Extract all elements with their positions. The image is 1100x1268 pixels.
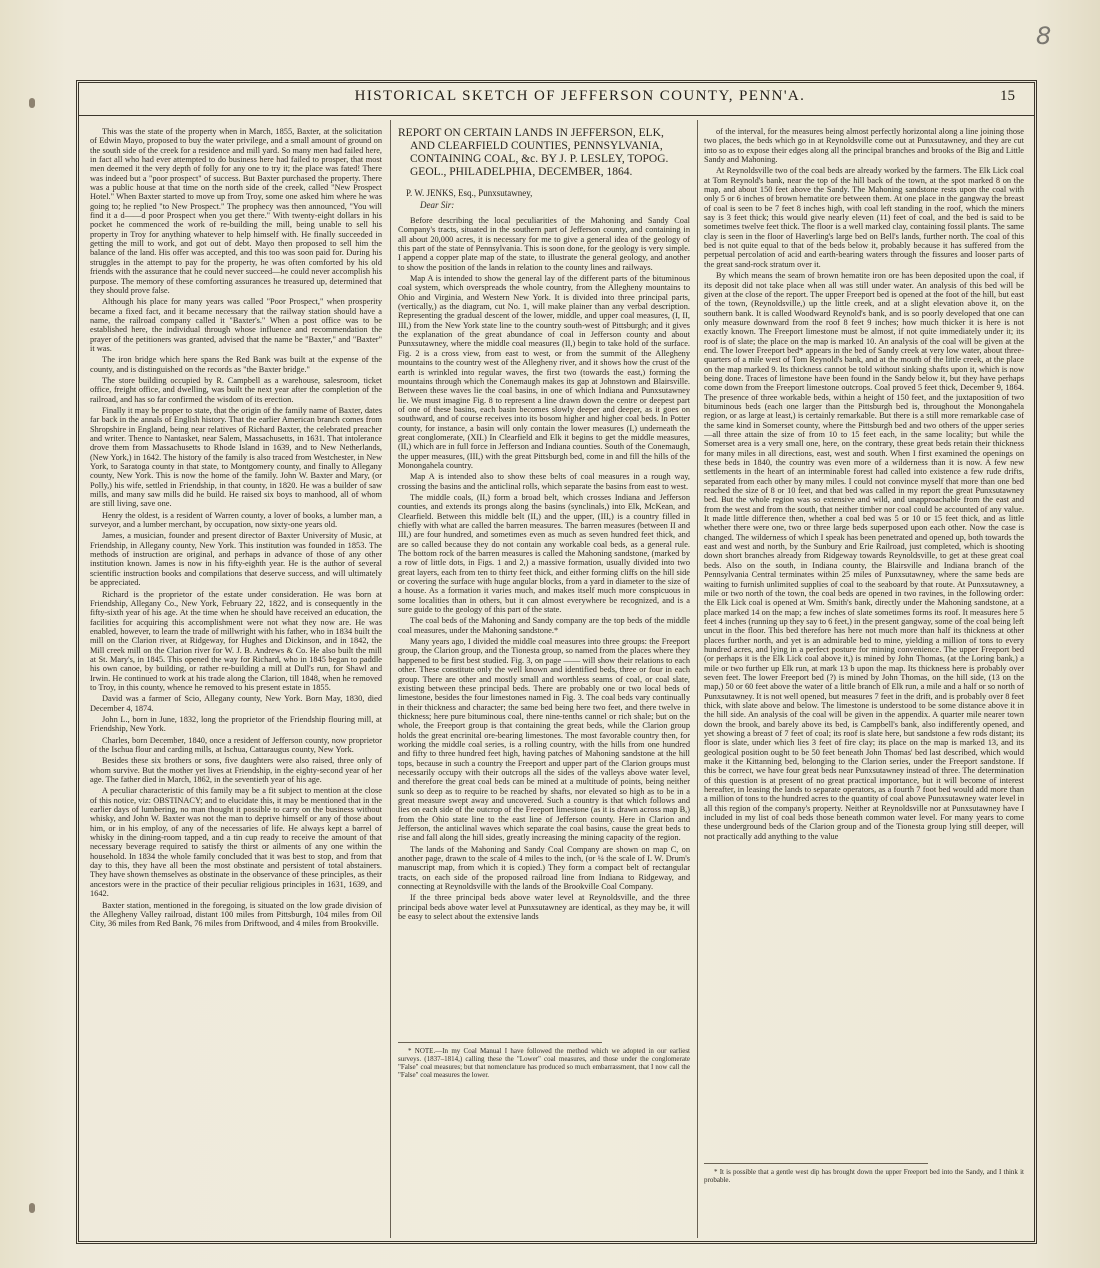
paragraph: Richard is the proprietor of the estate under consideration. He was born at Friendship, Allegany Co., New York, February 22, 1822, and is consequently in the fifty-sixth year of his age. At the time when he should have received an education, the facilities for acquiring this accomplishment were not what they now are. He was enabled, however, to learn the trade of millwright with his father, who in 1834 built the mill on the Clarion river, at Ridgeway, for Hughes and Dickinson, and in 1842, the Mill creek mill on the Clarion river for W. J. B. Andrews & Co. He also built the mill at St. Mary's, in 1845. This opened the way for Richard, who in 1845 began to paddle his own canoe, by building, or rather re-building a mill at Dull's run, for Shawl and Irwin. He continued to work at his trade along the Clarion, till 1848, when he removed to Troy, in this county, whence he removed to his present estate in 1855. [90,589,382,692]
paragraph: of the interval, for the measures being almost perfectly horizontal along a line joining those two places, the beds which go in at Reynoldsville come out at Punxsutawney, and they are cut into so as to expose their edges along all the principal branches and brooks of the Big and Little Sandy and Mahoning. [704,127,1024,165]
footnote-rule [704,1163,928,1164]
paragraph: The coal beds of the Mahoning and Sandy company are the top beds of the middle coal measures, under the Mahoning sandstone.* [398,616,690,635]
paragraph: A peculiar characteristic of this family may be a fit subject to mention at the close of this notice, viz: OBSTINACY; and to elucidate this, it may be mentioned that in the earlier days of lumbering, no man thought it possible to carry on the business without whisky, and John W. Baxter was not the man to deprive himself or any of those about him, or in his employ, of any of the necessaries of life. He always kept a barrel of whisky in the dining-room tapped, and a tin cup ready to receive the amount of that necessary beverage required to satisfy the thirst or ailments of any one within the household. In 1834 the whole family concluded that it was best to stop, and from that day to this, they have all been the most obstinate and persistent of total abstainers. They have shown themselves as obstinate in the observance of these principles, as their ancestors were in the practice of their peculiar religious principles in 1631, 1639, and 1642. [90,786,382,899]
column3-footnote: * It is possible that a gentle west dip has brought down the upper Freeport bed into the Sandy, and I think it probable. [704,1168,1024,1184]
paragraph: Map A is intended to show the general lay of the different parts of the bituminous coal system, which overspreads the whole country, from the Allegheny mountains to Ohio and Virginia, and Western New York. It is divided into three principal parts, (vertically,) as the diagram, cut No. 1, will make plainer than any verbal description. Representing the gradual descent of the lower, middle, and upper coal measures, (I, II, III,) from the New York state line to the country south-west of Pittsburgh; and it gives the explanation of the great abundance of coal in Jefferson county and about Punxsutawney, where the middle coal measures (II,) begin to take hold of the surface. Fig. 2 is a cross view, from east to west, or from the summit of the Allegheny mountains to the country west of the Allegheny river, and it shows how the crust of the earth is wrinkled into regular waves, the first two (towards the east,) forming the mountains through which the Conemaugh makes its gap at Johnstown and Blairsville. Between these waves lie the coal basins, in one of which Indiana and Punxsutawney lie. We must imagine Fig. 8 to represent a line drawn down the centre or deepest part of one of these basins, each basin becomes slowly deeper and deeper, as it goes on southward, and of course receives into its bosom higher and higher coal beds. In Potter county, for instance, a basin will only contain the lower measures (I,) underneath the great conglomerate, (XII.) In Clearfield and Elk it begins to get the middle measures, (II,) which are in full force in Jefferson and Indiana counties. South of the Conemaugh, the upper measures, (III,) with the great Pittsburgh bed, come in and fill the hills of the Monongahela country. [398,274,690,470]
report-salutation: Dear Sir: [420,200,455,210]
corner-page-note: 8 [1036,22,1052,50]
paragraph: Charles, born December, 1840, once a resident of Jefferson county, now proprietor of the Ischua flour and carding mills, at Ischua, Cattaraugus county, New York. [90,735,382,754]
binding-hole-mark [29,1203,35,1213]
report-heading: REPORT ON CERTAIN LANDS IN JEFFERSON, ELK, AND CLEARFIELD COUNTIES, PENNSYLVANIA, CONTAINING COAL, &c. BY J. P. LESLEY, TOPOG. GEOL., PHILADELPHIA, DECEMBER, 1864. [398,127,669,178]
paragraph: At Reynoldsville two of the coal beds are already worked by the farmers. The Elk Lick coal at Tom Reynold's bank, near the top of the hill back of the town, at the spot marked 8 on the map, and about 150 feet above the Sandy. The Mahoning sandstone rests upon the coal with only 5 or 6 inches of brown hematite ore between them. At one place in the gangway the breast of coal is seen to be 7 feet 8 inches high, with coal left standing in the roof, which the miners say is 3 feet thick; this would give nearly eleven (11) feet of coal, and the bed is said to be sometimes twelve feet thick. The floor is a well marked clay, containing fossil plants. The same clay is seen in the floor of Haverling's large bed on Bell's lands, further north. The coal of this bed is not quite equal to that of the beds below it, probably because it has suffered from the perpetual percolation of acid and earth-bearing waters through the fissures and looser parts of the great sand-rock stratum over it. [704,166,1024,269]
report-addressee: P. W. JENKS, Esq., Punxsutawney, [406,188,533,198]
paragraph: The store building occupied by R. Campbell as a warehouse, salesroom, ticket office, freight office, and dwelling, was built the next year after the completion of the railroad, and has so far confirmed the wisdom of its erection. [90,375,382,404]
paragraph: Although his place for many years was called "Poor Prospect," when prosperity became a fixed fact, and it became necessary that the railway station should have a name, the railroad company called it "Baxter's." When a post office was to be established here, the individual through whose influence and recommendation the prayer of the petitioners was granted, advised that the name be "Baxter," and "Baxter" it was. [90,297,382,353]
paragraph: James, a musician, founder and present director of Baxter University of Music, at Friendship, in Allegany county, New York. This institution was founded in 1853. The methods of instruction are original, and perhaps in advance of those of any other institution known. James is now in his fifty-eighth year. He is the author of several scientific instruction books and compilations that deserve success, and will ultimately be appreciated. [90,531,382,588]
footnote-rule [398,1042,602,1043]
paragraph: By which means the seam of brown hematite iron ore has been deposited upon the coal, if its deposit did not take place when all was still under water. An analysis of this bed will be given at the close of the report. The upper Freeport bed is opened at the foot of the hill, but east of the town, (Reynoldsville,) up the little creek, and at a slight elevation above it, on the southern bank. It is called Woodward Reynold's bank, and is so poorly developed that one can only measure downward from the roof 8 feet 9 inches; how much thicker it is here is not exactly known. The Freeport limestone must be almost, if not quite immediately under it; its roof is of slate; the place on the map is marked 10. An analysis of the coal will be given at the end. The lower Freeport bed* appears in the bed of Sandy creek at very low water, about three-quarters of a mile west of Tom Reynold's bank, and at the mouth of the little creek, at the place on the map marked 9. Its thickness cannot be told without sinking shafts upon it, which is now being done. Traces of limestone have been found in the Sandy below it, but they have perhaps come down from the Freeport limestone outcrops. Coal proved 5 feet thick, December 9, 1864. The presence of three workable beds, within a height of 150 feet, and the juxtaposition of two bituminous beds (each one larger than the Pittsburgh bed is, throughout the Monongahela region, or as large at least,) is certainly remarkable. But there is a still more remarkable case of the same kind in Somerset county, where the Pittsburgh bed and two others of the upper series—all three attain the size of from 10 to 15 feet each, in the same locality; but while the Somerset area is a very small one, here, on the contrary, these great beds retain their thickness for many miles in all directions, east, west and south. When I first examined the openings on these beds in 1840, the country was even more of a wilderness than it is now. A few new settlements in the heart of an interminable forest had called into existence a few rude drifts, separated from each other by many miles. I could not convince myself that more than one bed reached the size of 8 or 10 feet, and that bed was called in my report the great Punxsutawney bed. But the whole region was so extensive and wild, and unapproachable from the east and from the west and from the south, that neither timber nor coal could be accounted of any value. It made little difference then, whether a coal bed was 5 or 10 or 15 feet thick, and as little whether there were one, two or three large beds superposed upon each other. Now the case is changed. The wilderness of which I speak has been penetrated and opened up, both towards the east and west and north, by the Sunbury and Erie Railroad, just completed, which is shooting down short branches already from Ridgeway towards Reynoldsville, to get at these great coal beds. Also on the south, in Indiana county, the Blairsville and Indiana branch of the Pennsylvania Central terminates within 25 miles of Punxsutawney, where the same beds are waiting to furnish unlimited supplies of coal to the seaboard by that route. At Punxsutawney, a mile or two north of the town, the coal beds are opened in two ravines, in the following order: the Elk Lick coal is opened at Wm. Smith's bank, directly under the Mahoning sandstone, at a place marked 14 on the map; a few inches of slate sometimes forms its roof. It measures here 5 feet 4 inches (running up they say to 6 feet,) in the present gangway, some of the coal being left uncut in the floor. This bed therefore has here not much more than half its thickness at other places further north, and yet is an admirable bed to mine, yielding a million of tons to every hundred acres, and lying in a perfect posture for mining convenience. The upper Freeport bed (or perhaps it is the Elk Lick coal above it,) is mined by John Thomas, (at the Loring bank,) a mile or two further up Elk run, at mark 13 b upon the map. Its thickness here is probably over seven feet. The lower Freeport bed (?) is mined by John Thomas, on the hill side, (13 on the map,) 50 or 60 feet above the water of a little branch of Elk run, a mile and a half or so north of Punxsutawney. It is not well opened, but measures 7 feet in the drift, and is probably over 8 feet thick, with slate above and below. The limestone is understood to be some distance above it in the hill side. An analysis of the coal will be given in the appendix. A quarter mile nearer town down the brook, and barely above its bed, is Campbell's bank, also indifferently opened, and yet showing a breast of 7 feet of coal; its roof is slate here, but sandstone a few rods distant; its floor is slate, under which lies 3 feet of fire clay; its place on the map is marked 13, and its geological position ought to be 50 feet beneath John Thomas' bed last described, which would make it the Kittanning bed, belonging to the Clarion series, under the Freeport sandstone. If this be correct, we have four great beds near Punxsutawney instead of three. The determination of this question is at present of no great practical importance, but it will become of interest hereafter, in leasing the lands to separate operators, as a fourth 7 foot bed would add more than a million of tons to the hundred acres to the quantity of coal above Punxsutawney water level in all this region of the company's property. Neither at Reynoldsville nor at Punxsutawney have I included in my list of coal beds those beneath common water level. For many years to come these underground beds of the Clarion group and of the Tionesta group lying still deeper, will not practically add anything to the value [704,271,1024,841]
column-baxter-history [90,127,382,1232]
paragraph: Before describing the local peculiarities of the Mahoning and Sandy Coal Company's tracts, situated in the southern part of Jefferson county, and containing in all about 20,000 acres, it is necessary for me to give a general idea of the geology of this part of the state of Pennsylvania. This is soon done, for the geology is very simple. I append a copper plate map of the state, to illustrate the general geology, and another to show the position of the lands in relation to the county lines and railways. [398,216,690,272]
column-report-continued [704,127,1024,1232]
paragraph: Many years ago, I divided the middle coal measures into three groups: the Freeport group, the Clarion group, and the Tionesta group, so named from the places where they happened to be first best studied. Fig. 3, on page —— will show their relations to each other. These constitute only the well known and identified beds, three or four in each group. There are other and mostly small and worthless seams of coal, or coal slate, existing between these principal beds. There are probably one or two local beds of limestone, besides the four limestones named in Fig. 3. The coal beds vary continually in their thickness and character; the same bed being here two feet, and there twelve in thickness; here pure bituminous coal, there nine-tenths cannel or rich shale; but on the whole, the Freeport group is that containing the great beds, while the Clarion group holds the great encrinital ore-bearing limestones. The most favorable country then, for working the middle coal series, is a rolling country, with the hills from one hundred and fifty to three hundred feet high, having patches of Mahoning sandstone at the hill tops, because in such a country the Freeport and upper part of the Clarion groups must necessarily occupy with their outcrops all the sides of the valleys above water level, and therefore the great coal beds can be mined at a multitude of points, being neither sunk so deep as to require to be reached by shafts, nor elevated so high as to be in a great measure swept away and uncovered. Such a country is that which follows and lies on each side of the outcrop of the Freeport limestone (as it is drawn across map B,) from the Ohio state line to the east line of Jefferson county. Here in Clarion and Jefferson, the anticlinal waves which separate the coal basins, cause the great beds to rise and fall along the hill sides, greatly increasing the mining capacity of the region. [398,637,690,843]
binding-hole-mark [29,98,35,108]
running-header-title: HISTORICAL SKETCH OF JEFFERSON COUNTY, PENN'A. [354,88,806,104]
paragraph: This was the state of the property when in March, 1855, Baxter, at the solicitation of Edwin Mayo, proposed to buy the water privilege, and a small amount of ground on the south side of the creek for a residence and mill yard. So many men had failed here, in fact all who had ever attempted to do business here had failed to prosper, that most men deemed it the very depth of folly for any one to try it; the place was fated! There was indeed but a "poor prospect" of success. But Baxter purchased the property. There was a public house at that time on the north side of the creek, called "New Prospect Hotel." When Baxter started to move up from Troy, some one asked him where he was going to; he replied "to New Prospect." The prophecy was then announced, "You will find it a d——d poor Prospect when you get there." With twenty-eight dollars in his pocket he commenced the work of re-building the mill, being unable to sell his property in Troy for anything whatever to help himself with. He finally succeeded in getting the mill to work, and got out of debt. Mayo then proposed to sell him the balance of the land. His offer was accepted, and this too was soon paid for. During his struggles in the attempt to pay for the property, he was often comforted by his old friends with the assurance that he could never succeed—he could never accomplish his purpose. The memory of these comforting assurances he treasured up, determined that they should prove false. [90,127,382,295]
column-rule [697,120,698,1238]
paragraph: John L., born in June, 1832, long the proprietor of the Friendship flouring mill, at Friendship, New York. [90,714,382,734]
column-rule [390,120,391,1238]
paragraph: Finally it may be proper to state, that the origin of the family name of Baxter, dates far back in the annals of English history. That the earlier American branch comes from Shropshire in England, being near relatives of Richard Baxter, the celebrated preacher and writer. Thence to Nantasket, near Salem, Massachusetts, in 1631. That intolerance drove them from Massachusetts to Rhode Island in 1639, and to New Netherlands, (New York,) in 1642. The history of the family is also traced from Westchester, in New York, to Saratoga county in that state, to Montgomery county, and finally to Allegany county, New York. This is now the home of the family. John W. Baxter and Mary, (or Polly,) his wife, settled in Friendship, in that county, in 1820. He was a builder of saw mills, and many saw mills did he build. He raised six boys to manhood, all of whom are still living, save one. [90,405,382,509]
paragraph: Henry the oldest, is a resident of Warren county, a lover of books, a lumber man, a surveyor, and a lumber merchant, by occupation, now sixty-one years old. [90,510,382,530]
paragraph: David was a farmer of Scio, Allegany county, New York. Born May, 1830, died December 4, 1874. [90,694,382,713]
paragraph: The iron bridge which here spans the Red Bank was built at the expense of the county, and is distinguished on the records as "the Baxter bridge." [90,355,382,374]
paragraph: Besides these six brothers or sons, five daughters were also raised, three only of whom survive. But the mother yet lives at Friendship, in the eighty-second year of her age. The father died in March, 1862, in the seventieth year of his age. [90,756,382,785]
page-number: 15 [1000,88,1015,104]
report-body-continued [704,127,1024,1157]
paragraph: Map A is intended also to show these belts of coal measures in a rough way, crossing the basins and the anticlinal rolls, which separate the basins from east to west. [398,472,690,491]
report-body [398,216,690,1036]
paragraph: The middle coals, (II,) form a broad belt, which crosses Indiana and Jefferson counties, and extends its prongs along the basins (synclinals,) into Elk, McKean, and Clearfield. Between this middle belt (II,) and the upper, (III,) is a country filled in chiefly with what are called the barren measures. The barren measures (between II and III,) are four hundred, and sometimes even as much as seven hundred feet thick, and are so called because they do not contain any workable coal beds, as a general rule. The bottom rock of the barren measures is called the Mahoning sandstone, (marked by a row of little dots, in Figs. 1 and 2,) a massive formation, usually divided into two great layers, each from ten to thirty feet thick, and either forming cliffs on the hill side or covering the surface with huge angular blocks, from a yard in diameter to the size of a house. As a formation it varies much, and makes itself much more conspicuous in some localities than in others, but it can almost everywhere be recognized, and is a sure guide to the geology of this part of the state. [398,492,690,615]
paragraph: If the three principal beds above water level at Reynoldsville, and the three principal beds above water level at Punxsutawney are identical, as they may be, it will be easy to select about the extensive lands [398,893,690,922]
column-report [398,127,690,1232]
report-footnote: * NOTE.—In my Coal Manual I have followed the method which we adopted in our earliest surveys. (1837–1814,) calling these the "Lower" coal measures, and those under the conglomerate "False" coal measures; but that nomenclature has produced so much embarrassment, that I now call the "False" coal measures the lower. [398,1047,690,1079]
paragraph: The lands of the Mahoning and Sandy Coal Company are shown on map C, on another page, drawn to the scale of 4 miles to the inch, (or ¼ the scale of I. W. Drum's manuscript map, from which it is copied.) They form a compact belt of rectangular tracts, on each side of the proposed railroad line from Indiana to Ridgeway, and connecting at Reynoldsville with the lands of the Brookville Coal Company. [398,844,690,892]
paragraph: Baxter station, mentioned in the foregoing, is situated on the low grade division of the Allegheny Valley railroad, distant 100 miles from Pittsburgh, 104 miles from Oil City, 36 miles from Red Bank, 76 miles from Driftwood, and 4 miles from Brookville. [90,900,382,929]
header-rule [79,115,1034,116]
